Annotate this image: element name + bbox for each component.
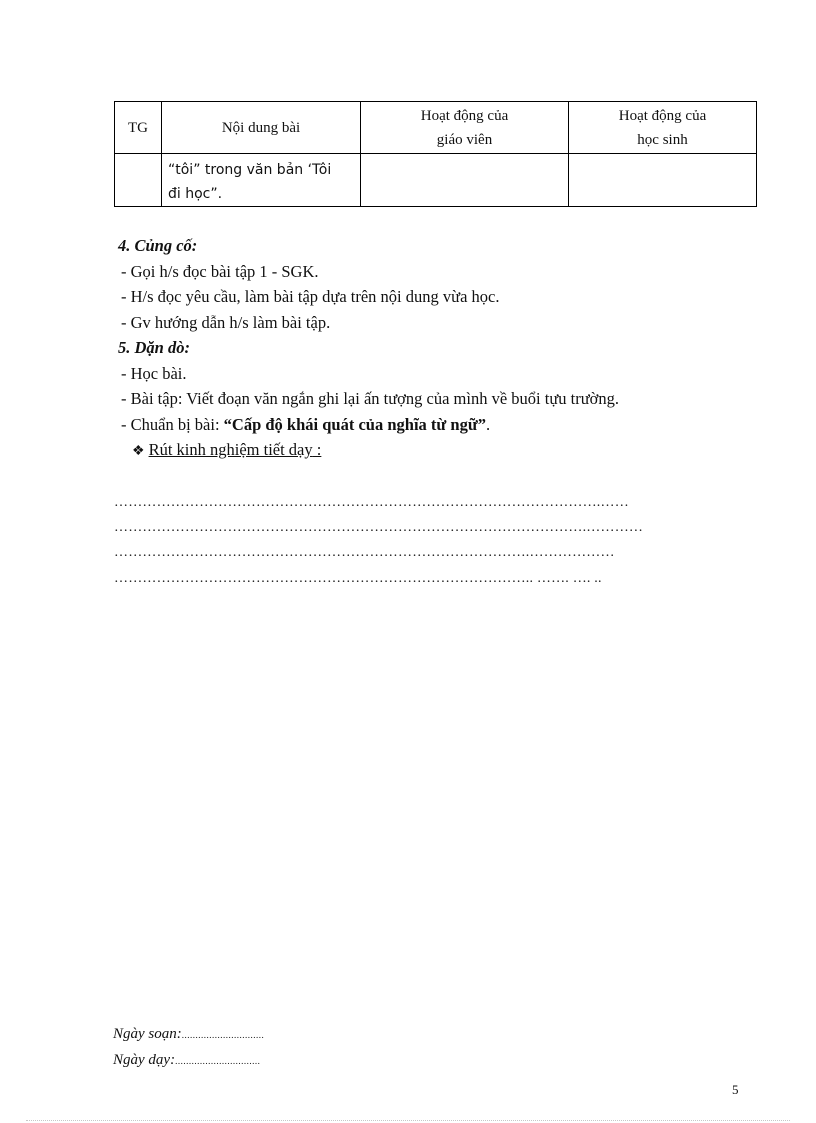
consolidation-heading: 4. Củng cố: [118, 236, 198, 255]
consolidation-item-1: - Gọi h/s đọc bài tập 1 - SGK. [121, 261, 319, 281]
table-row [115, 154, 757, 207]
header-lesson-content: Nội dung bài [162, 102, 361, 154]
header-tg: TG [115, 102, 162, 154]
cell-teacher-activity [361, 154, 569, 207]
homework-section [118, 335, 619, 465]
homework-item-2: - Bài tập: Viết đoạn văn ngắn ghi lại ấn tượng của mình về buổi tựu trường. [121, 389, 620, 408]
date-taught-value: ............................... [175, 1056, 261, 1066]
lesson-table [114, 101, 757, 207]
cell-lesson-content [162, 154, 361, 207]
dotted-line-4: …………………………………………………………………………….. ……. …. .. [114, 571, 602, 586]
date-taught [113, 1052, 260, 1069]
date-taught-label: Ngày dạy: [113, 1052, 176, 1068]
prepare-title: “Cấp độ khái quát của nghĩa từ ngữ” [223, 414, 486, 434]
date-prepared [113, 1026, 264, 1043]
consolidation-item-2: - H/s đọc yêu cầu, làm bài tập dựa trên nội dung vừa học. [121, 287, 500, 306]
header-teacher-line1: Hoạt động của [420, 107, 509, 124]
homework-heading: 5. Dặn dò: [118, 338, 190, 357]
table-header-row [115, 102, 757, 154]
dotted-line-2: ……………………………………………………………………………………….………… [114, 520, 644, 535]
experience-suffix: : [312, 440, 322, 459]
prepare-prefix: - Chuẩn bị bài: [121, 414, 224, 434]
cell-lesson-content-text [162, 154, 360, 206]
cell-student-activity [569, 154, 757, 207]
consolidation-item-3: - Gv hướng dẫn h/s làm bài tập. [121, 312, 331, 332]
page-bottom-rule [26, 1120, 790, 1121]
experience-note [118, 437, 619, 465]
dotted-line-3: …………………………………………………………………………….……………… [114, 545, 615, 560]
cell-content-line2: đi học”. [168, 186, 223, 202]
consolidation-section [118, 233, 500, 335]
homework-item-1: - Học bài. [121, 363, 187, 383]
dotted-line-1: ………………………………………………………………………………………….…… [114, 495, 629, 510]
experience-label: Rút kinh nghiệm tiết dạy [148, 440, 313, 459]
date-prepared-label: Ngày soạn: [113, 1026, 182, 1042]
diamond-bullet-icon: ❖ [132, 444, 145, 459]
cell-content-line1: “tôi” trong văn bản ‘Tôi [168, 162, 332, 178]
header-teacher-line2: giáo viên [436, 131, 493, 148]
page-number: 5 [732, 1082, 739, 1097]
header-student-line2: học sinh [637, 131, 688, 148]
date-prepared-value: .............................. [181, 1030, 265, 1040]
header-teacher-activity [361, 102, 569, 154]
homework-prepare [118, 412, 619, 438]
cell-tg [115, 154, 162, 207]
header-student-line1: Hoạt động của [618, 107, 707, 124]
prepare-suffix: . [486, 414, 491, 434]
header-student-activity [569, 102, 757, 154]
